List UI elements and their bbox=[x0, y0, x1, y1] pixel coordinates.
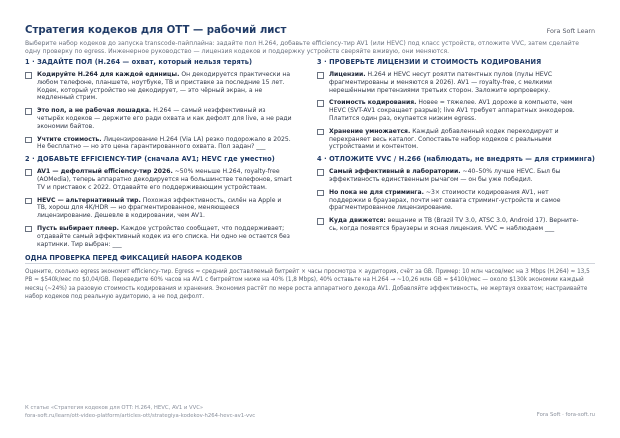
item-text: H.264 и HEVC несут роялти патентных пулов (пулы HEVC фрагментированы и меняются в 2026). AV1 — royalty-free, с мелкими нерешёнными претензиями третьих сторон. Заложите юрпроверку. bbox=[329, 71, 553, 94]
item-bold: Пусть выбирает плеер. bbox=[37, 224, 119, 232]
checkbox[interactable] bbox=[25, 108, 32, 115]
item-text: вещание и ТВ (Brazil TV 3.0, ATSC 3.0, Android 17). Вернитесь, когда появятся браузеры и ясная лицензия. VVC = наблюдаем ___ bbox=[329, 217, 579, 232]
checklist-item bbox=[25, 197, 293, 220]
checklist-item bbox=[25, 71, 293, 102]
checkbox[interactable] bbox=[25, 169, 32, 176]
item-bold: AV1 — дефолтный efficiency-тир 2026. bbox=[37, 168, 173, 176]
item-text: Лицензирование H.264 (Via LA) резко подорожало в 2025. Не бесплатно — но это цена гарантированного охвата. Пол задан? ___ bbox=[37, 135, 291, 151]
section-2-heading: 2 · ДОБАВЬТЕ EFFICIENCY-ТИР (сначала AV1; HEVC где уместно) bbox=[25, 155, 275, 164]
item-bold: HEVC — альтернативный тир. bbox=[37, 196, 141, 204]
brand-label: Fora Soft Learn bbox=[546, 27, 595, 35]
checklist-item bbox=[25, 225, 293, 248]
checklist-item bbox=[317, 99, 585, 122]
checklist-item bbox=[25, 107, 293, 130]
item-bold: Стоимость кодирования. bbox=[329, 99, 417, 107]
item-text: Он декодируется практически на любом телефоне, планшете, ноутбуке, ТВ и приставке за последние 15 лет. Кодек, который устройство не декодирует, — это чёрный экран, а не медленный стрим. bbox=[37, 71, 291, 102]
section-4-heading: 4 · ОТЛОЖИТЕ VVC / H.266 (наблюдать, не внедрять — для стриминга) bbox=[317, 155, 596, 164]
checklist-item bbox=[317, 189, 585, 212]
footer-brand: Fora Soft · fora-soft.ru bbox=[536, 412, 595, 418]
item-bold: Лицензии. bbox=[329, 71, 366, 78]
checkbox[interactable] bbox=[317, 190, 324, 197]
left-column bbox=[25, 58, 293, 253]
item-text: ~50% меньше H.264, royalty-free (AOMedia), теперь аппаратно декодируется на большинстве телефонов, smart TV и приставок с 2022. Отдавайте его поддерживающим устройствам. bbox=[37, 168, 292, 191]
item-text: Каждый добавленный кодек перекодирует и перехраняет весь каталог. Сопоставьте набор кодеков с реальными устройствами и контентом. bbox=[329, 127, 559, 151]
item-bold: Куда движется: bbox=[329, 217, 386, 225]
item-text: ~3× стоимости кодирования AV1, нет поддержки в браузерах, почти нет охвата стриминг-устройств и самое фрагментированное лицензирование. bbox=[329, 188, 561, 212]
right-column bbox=[317, 58, 596, 238]
item-bold: Самый эффективный в лаборатории. bbox=[329, 168, 461, 176]
item-bold: Кодируйте H.264 для каждой единицы. bbox=[37, 71, 180, 78]
checklist-item bbox=[317, 128, 585, 151]
item-text: ~40–50% лучше HEVC. Был бы эффективность единственным рычагом — он бы уже победил. bbox=[329, 168, 561, 183]
item-text: H.264 — самый неэффективный из четырёх кодеков — держите его ради охвата и как дефолт для live, а не ради экономии байтов. bbox=[37, 107, 292, 130]
footer-link[interactable]: fora-soft.ru/learn/ott-video-platform/articles-ott/strategiya-kodekov-h264-hevc-av1-vvc bbox=[25, 413, 256, 419]
page-title: Стратегия кодеков для OTT — рабочий лист bbox=[25, 25, 287, 36]
checkbox[interactable] bbox=[25, 137, 32, 144]
item-bold: Но пока не для стриминга. bbox=[329, 188, 424, 196]
item-bold: Учтите стоимость. bbox=[37, 135, 102, 143]
checkbox[interactable] bbox=[25, 72, 32, 79]
calc-heading: ОДНА ПРОВЕРКА ПЕРЕД ФИКСАЦИЕЙ НАБОРА КОДЕКОВ bbox=[25, 254, 243, 262]
checkbox[interactable] bbox=[317, 169, 324, 176]
checklist-item bbox=[317, 217, 585, 233]
item-bold: Хранение умножается. bbox=[329, 127, 411, 135]
section-3-heading: 3 · ПРОВЕРЬТЕ ЛИЦЕНЗИИ И СТОИМОСТЬ КОДИРОВАНИЯ bbox=[317, 58, 542, 66]
checklist-item bbox=[317, 71, 585, 94]
checkbox[interactable] bbox=[25, 226, 32, 233]
checkbox[interactable] bbox=[317, 129, 324, 136]
checkbox[interactable] bbox=[317, 72, 324, 79]
divider bbox=[25, 263, 595, 264]
checklist-item bbox=[25, 136, 293, 152]
item-text: Новее = тяжелее. AV1 дороже в компьюте, чем HEVC (SVT-AV1 сокращает разрыв); live AV1 требует аппаратных энкодеров. Платится один раз, окупается низким egress. bbox=[329, 99, 575, 122]
checkbox[interactable] bbox=[25, 198, 32, 205]
checkbox[interactable] bbox=[317, 218, 324, 225]
intro-text: Выберите набор кодеков до запуска transcode-пайплайна: задайте пол H.264, добавьте efficiency-тир AV1 (или HEVC) под класс устройств, отложите VVC, затем сделайте одну проверку по egress. Инженерное руководство — лицензия кодеков и поддержку устройств сверяйте вживую, они меняются. bbox=[25, 40, 580, 55]
header bbox=[25, 25, 595, 39]
item-text: Похожая эффективность, силён на Apple и ТВ, хорош для 4K/HDR — но фрагментированное, меняющееся лицензирование. Дешевле в кодировании, чем AV1. bbox=[37, 196, 282, 220]
footer-article-ref: К статье «Стратегия кодеков для OTT: H.264, HEVC, AV1 и VVC» bbox=[25, 405, 204, 411]
item-bold: Это пол, а не рабочая лошадка. bbox=[37, 107, 152, 115]
section-1-heading: 1 · ЗАДАЙТЕ ПОЛ (H.264 — охват, который нельзя терять) bbox=[25, 58, 253, 66]
calc-text: Оцените, сколько egress экономит efficiency-тир. Egress ≈ средний доставляемый битрейт × часы просмотра × аудитория, счёт за GB. Пример: 10 млн часов/мес на 3 Mbps (H.264) ≈ 13,5 PB ≈ $540k/мес по $0,04/GB. Переведите 60% часов на AV1 с битрейтом ниже на 40% (1,8 Mbps), 40% оставьте на H.264 → ~10,26 млн GB ≈ $410k/мес — около $130k экономии каждый месяц (~24%) за разовую стоимость кодирования и хранения. Экономия растёт по мере роста аппаратного декода AV1. Добавляйте эффективность, не жертвуя охватом; настраивайте набор кодеков под реальную аудиторию, а не под дефолт. bbox=[25, 269, 590, 300]
item-text: Каждое устройство сообщает, что поддерживает; отдавайте самый эффективный кодек из его списка. Ни одно не остается без картинки. Тир выбран: ___ bbox=[37, 224, 290, 248]
checkbox[interactable] bbox=[317, 100, 324, 107]
checklist-item bbox=[25, 168, 293, 191]
checklist-item bbox=[317, 168, 585, 184]
footer-source bbox=[25, 404, 255, 420]
